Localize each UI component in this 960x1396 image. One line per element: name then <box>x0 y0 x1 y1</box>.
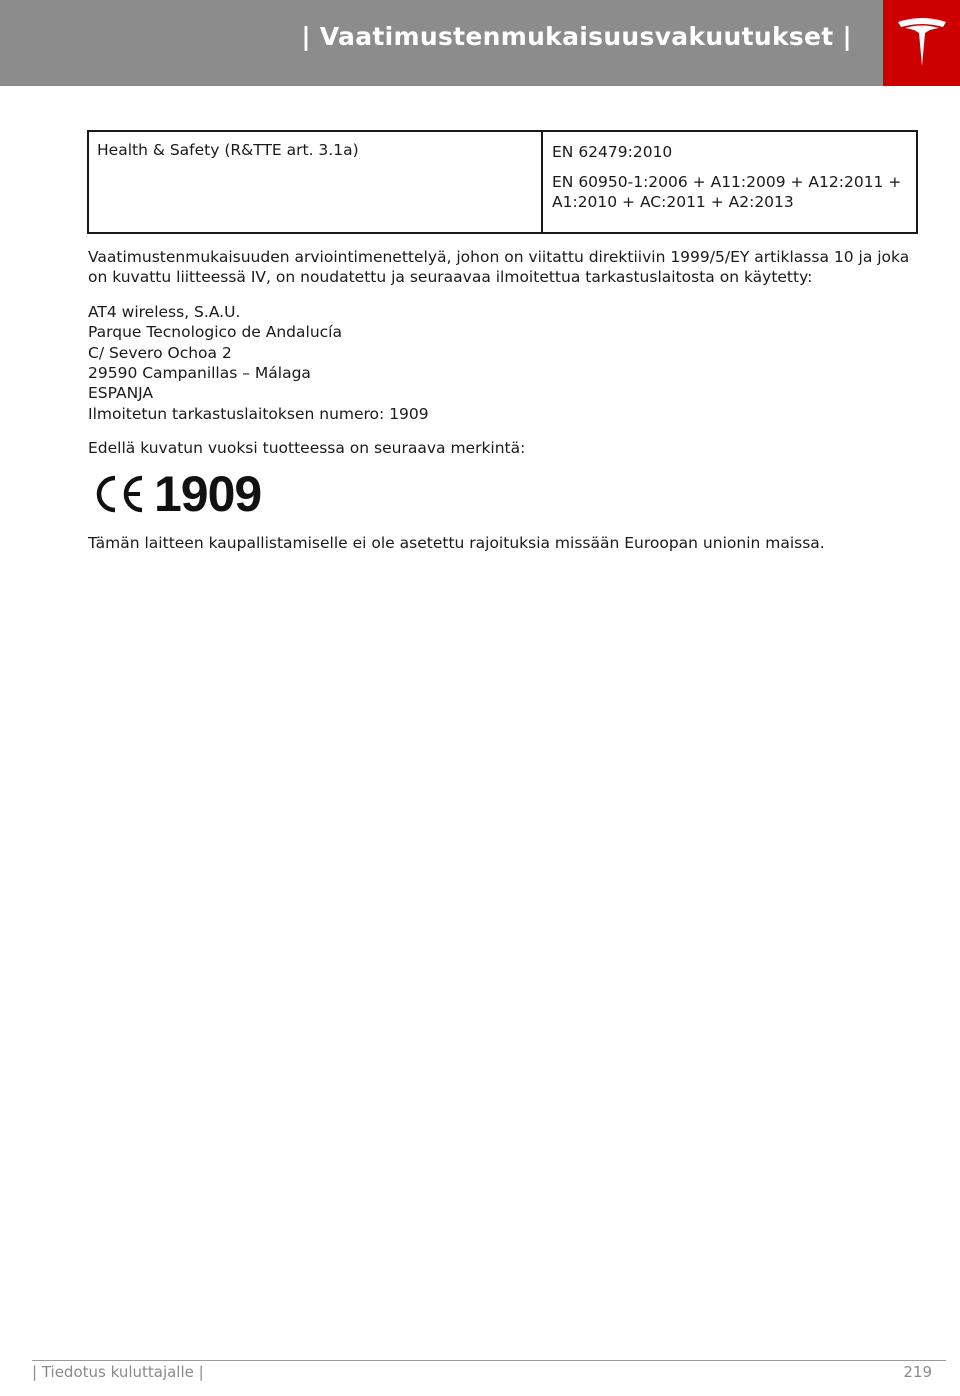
ce-marking <box>92 465 920 522</box>
standard-list-cell <box>542 131 917 233</box>
header-bar <box>0 0 960 86</box>
tesla-logo-icon <box>896 16 948 70</box>
address-line: 29590 Campanillas – Málaga <box>88 364 311 383</box>
standard-category-cell: Health & Safety (R&TTE art. 3.1a) <box>88 131 542 233</box>
notified-body-number: 1909 <box>154 465 262 522</box>
brand-logo-box <box>883 0 960 86</box>
table-row <box>88 131 917 233</box>
page-title: | Vaatimustenmukaisuusvakuutukset | <box>301 22 852 51</box>
standard-item: EN 62479:2010 <box>552 143 673 161</box>
standards-table <box>87 130 918 234</box>
address-line: Parque Tecnologico de Andalucía <box>88 323 342 342</box>
page-number: 219 <box>903 1363 932 1381</box>
footer-section-label: | Tiedotus kuluttajalle | <box>32 1363 204 1381</box>
closing-paragraph: Tämän laitteen kaupallistamiselle ei ole asetettu rajoituksia missään Euroopan unionin maissa. <box>88 533 825 552</box>
address-line: ESPANJA <box>88 384 154 403</box>
standard-item: EN 60950-1:2006 + A11:2009 + A12:2011 + A1:2010 + AC:2011 + A2:2013 <box>552 173 902 211</box>
address-line: Ilmoitetun tarkastuslaitoksen numero: 1909 <box>88 404 429 423</box>
notified-body-address <box>88 302 920 424</box>
address-line: C/ Severo Ochoa 2 <box>88 343 232 362</box>
marking-intro-paragraph: Edellä kuvatun vuoksi tuotteessa on seuraava merkintä: <box>88 439 526 458</box>
main-content <box>88 247 920 567</box>
footer-divider <box>32 1360 946 1361</box>
intro-paragraph: Vaatimustenmukaisuuden arviointimenettelyä, johon on viitattu direktiivin 1999/5/EY artiklassa 10 ja joka on kuvattu liitteessä IV, on noudatettu ja seuraavaa ilmoitettua tarkastuslaitosta on käytetty: <box>88 248 910 287</box>
address-line: AT4 wireless, S.A.U. <box>88 302 241 321</box>
ce-mark-icon <box>92 473 146 515</box>
